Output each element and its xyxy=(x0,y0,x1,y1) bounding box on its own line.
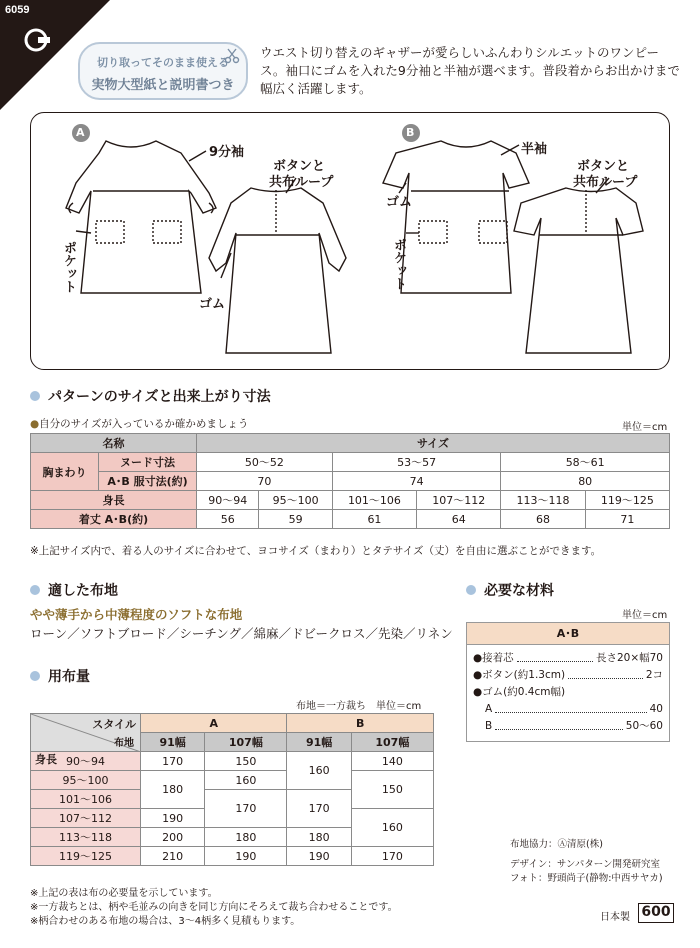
nude-value: 58～61 xyxy=(501,453,670,472)
chest-label: 胸まわり xyxy=(31,453,99,491)
yardage-height: 95～100 xyxy=(31,771,141,790)
width-header: 107幅 xyxy=(205,733,287,752)
photo-credit: フォト：野頭尚子(静物:中西サヤカ) xyxy=(510,873,663,884)
fabric-label: 布地 xyxy=(114,738,134,749)
a-button-label1: ボタンと xyxy=(273,159,326,174)
length-cell: 56 xyxy=(197,510,259,529)
bullet-icon xyxy=(30,391,40,401)
yardage-cell: 160 xyxy=(351,809,433,847)
badge-line1: 切り取ってそのまま使える xyxy=(97,56,229,69)
footnote: ※柄合わせのある布地の場合は、3～4柄多く見積もります。 xyxy=(30,916,301,927)
material-row: ●ゴム(約0.4cm幅) xyxy=(473,686,566,698)
length-cell: 71 xyxy=(585,510,669,529)
yardage-cell: 200 xyxy=(141,828,205,847)
b-gom-label: ゴム xyxy=(386,195,413,210)
length-cell: 68 xyxy=(501,510,585,529)
style-a-header: A xyxy=(141,714,287,733)
design-credit: デザイン：サンパターン開発研究室 xyxy=(510,859,661,870)
b-sleeve-label: 半袖 xyxy=(521,142,548,157)
yardage-height: 119～125 xyxy=(31,847,141,866)
materials-unit: 単位＝cm xyxy=(622,610,668,621)
b-button-label1: ボタンと xyxy=(577,159,630,174)
height-cell: 119～125 xyxy=(585,491,669,510)
sizes-unit: 単位＝cm xyxy=(622,422,668,433)
height-cell: 90～94 xyxy=(197,491,259,510)
width-header: 91幅 xyxy=(141,733,205,752)
yardage-cell: 180 xyxy=(287,828,351,847)
style-a-letter: A xyxy=(76,126,85,139)
material-row: ●接着芯 長さ20×幅70 xyxy=(473,652,663,664)
materials-section-title xyxy=(466,580,554,600)
yardage-cell: 150 xyxy=(351,771,433,809)
materials-title-text: 必要な材料 xyxy=(484,583,554,599)
yardage-cell: 160 xyxy=(287,752,351,790)
height-label: 身長 xyxy=(31,491,197,510)
length-cell: 64 xyxy=(417,510,501,529)
b-pocket-label: ポケット xyxy=(391,238,406,290)
ab-value: 74 xyxy=(332,472,501,491)
yardage-cell: 180 xyxy=(141,771,205,809)
intro-text: ウエスト切り替えのギャザーが愛らしいふんわりシルエットのワンピース。袖口にゴムを入れた9分袖と半袖が選べます。普段着からお出かけまで幅広く活躍します。 xyxy=(260,45,680,96)
height-cell: 113～118 xyxy=(501,491,585,510)
pattern-badge xyxy=(78,42,248,100)
yardage-cell: 140 xyxy=(351,752,433,771)
yardage-cell: 190 xyxy=(205,847,287,866)
materials-box xyxy=(466,622,670,742)
yardage-cell: 170 xyxy=(141,752,205,771)
price-box: 600 xyxy=(638,903,674,923)
fabric-title-text: 適した布地 xyxy=(48,583,118,599)
yardage-height: 90～94 xyxy=(31,752,141,771)
height-cell: 107～112 xyxy=(417,491,501,510)
size-footnote: ※上記サイズ内で、着る人のサイズに合わせて、ヨコサイズ（まわり）とタテサイズ（丈）を自由に選ぶことができます。 xyxy=(30,545,602,557)
made-in: 日本製 xyxy=(600,912,630,923)
yardage-cell: 190 xyxy=(287,847,351,866)
yardage-cell: 210 xyxy=(141,847,205,866)
yardage-cell: 170 xyxy=(351,847,433,866)
nude-label: ヌード寸法 xyxy=(99,453,197,472)
check-note-text: 自分のサイズが入っているか確かめましょう xyxy=(39,418,249,430)
yardage-height: 113～118 xyxy=(31,828,141,847)
footnote: ※上記の表は布の必要量を示しています。 xyxy=(30,888,218,899)
ab-value: 80 xyxy=(501,472,670,491)
width-header: 91幅 xyxy=(287,733,351,752)
yardage-cut-note: 布地＝一方裁ち 単位＝cm xyxy=(296,701,422,712)
nude-value: 53～57 xyxy=(332,453,501,472)
ab-size-label: A･B 服寸法(約) xyxy=(99,472,197,491)
a-button-label2: 共布ループ xyxy=(269,175,334,190)
badge-line2: 実物大型紙と説明書つき xyxy=(91,78,235,93)
material-row: A 40 xyxy=(485,702,663,715)
scissors-icon xyxy=(224,48,240,64)
sizes-title-text: パターンのサイズと出来上がり寸法 xyxy=(48,389,271,405)
yardage-cell: 190 xyxy=(141,809,205,828)
length-label: 着丈 A･B(約) xyxy=(31,510,197,529)
name-header: 名称 xyxy=(31,434,197,453)
bullet-icon xyxy=(30,585,40,595)
size-header: サイズ xyxy=(197,434,670,453)
yardage-cell: 150 xyxy=(205,752,287,771)
yardage-cell: 170 xyxy=(287,790,351,828)
height-cell: 101～106 xyxy=(332,491,416,510)
yardage-title-text: 用布量 xyxy=(48,669,90,685)
yardage-cell: 160 xyxy=(205,771,287,790)
width-header: 107幅 xyxy=(351,733,433,752)
size-table xyxy=(30,433,670,529)
note-dot-icon: ● xyxy=(30,418,40,430)
bullet-icon xyxy=(466,585,476,595)
yardage-section-title xyxy=(30,666,90,686)
ab-value: 70 xyxy=(197,472,333,491)
fabric-credit: 布地協力：Ⓐ清原(株) xyxy=(510,839,603,850)
b-button-label2: 共布ループ xyxy=(573,175,638,190)
length-cell: 59 xyxy=(259,510,332,529)
yardage-cell: 170 xyxy=(205,790,287,828)
height-cell: 95～100 xyxy=(259,491,332,510)
credits xyxy=(510,838,663,886)
a-pocket-label: ポケット xyxy=(61,241,76,293)
yardage-table xyxy=(30,713,434,866)
style-label: スタイル xyxy=(92,718,136,731)
yardage-height: 107～112 xyxy=(31,809,141,828)
materials-header: A･B xyxy=(467,623,669,645)
yardage-height: 101～106 xyxy=(31,790,141,809)
material-row: B 50～60 xyxy=(485,719,663,732)
sizes-section-title xyxy=(30,386,271,406)
a-sleeve-label: 9分袖 xyxy=(209,145,245,160)
nude-value: 50～52 xyxy=(197,453,333,472)
dress-illustration xyxy=(31,113,671,371)
material-row: ●ボタン(約1.3cm) 2コ xyxy=(473,669,663,681)
fabric-list: ローン／ソフトブロード／シーチング／綿麻／ドビークロス／先染／リネン xyxy=(30,626,453,641)
fabric-highlight: やや薄手から中薄程度のソフトな布地 xyxy=(30,607,243,622)
a-gom-label: ゴム xyxy=(199,297,226,312)
style-b-header: B xyxy=(287,714,434,733)
pattern-number: 6059 xyxy=(5,4,30,16)
length-cell: 61 xyxy=(332,510,416,529)
footnote: ※一方裁ちとは、柄や毛並みの向きを同じ方向にそろえて裁ち合わせることです。 xyxy=(30,902,398,913)
bullet-icon xyxy=(30,671,40,681)
check-note xyxy=(30,416,248,431)
yardage-cell: 180 xyxy=(205,828,287,847)
height-label: 身長 xyxy=(35,753,57,766)
fabric-section-title xyxy=(30,580,118,600)
style-b-letter: B xyxy=(406,126,415,139)
illustration-panel xyxy=(30,112,670,370)
